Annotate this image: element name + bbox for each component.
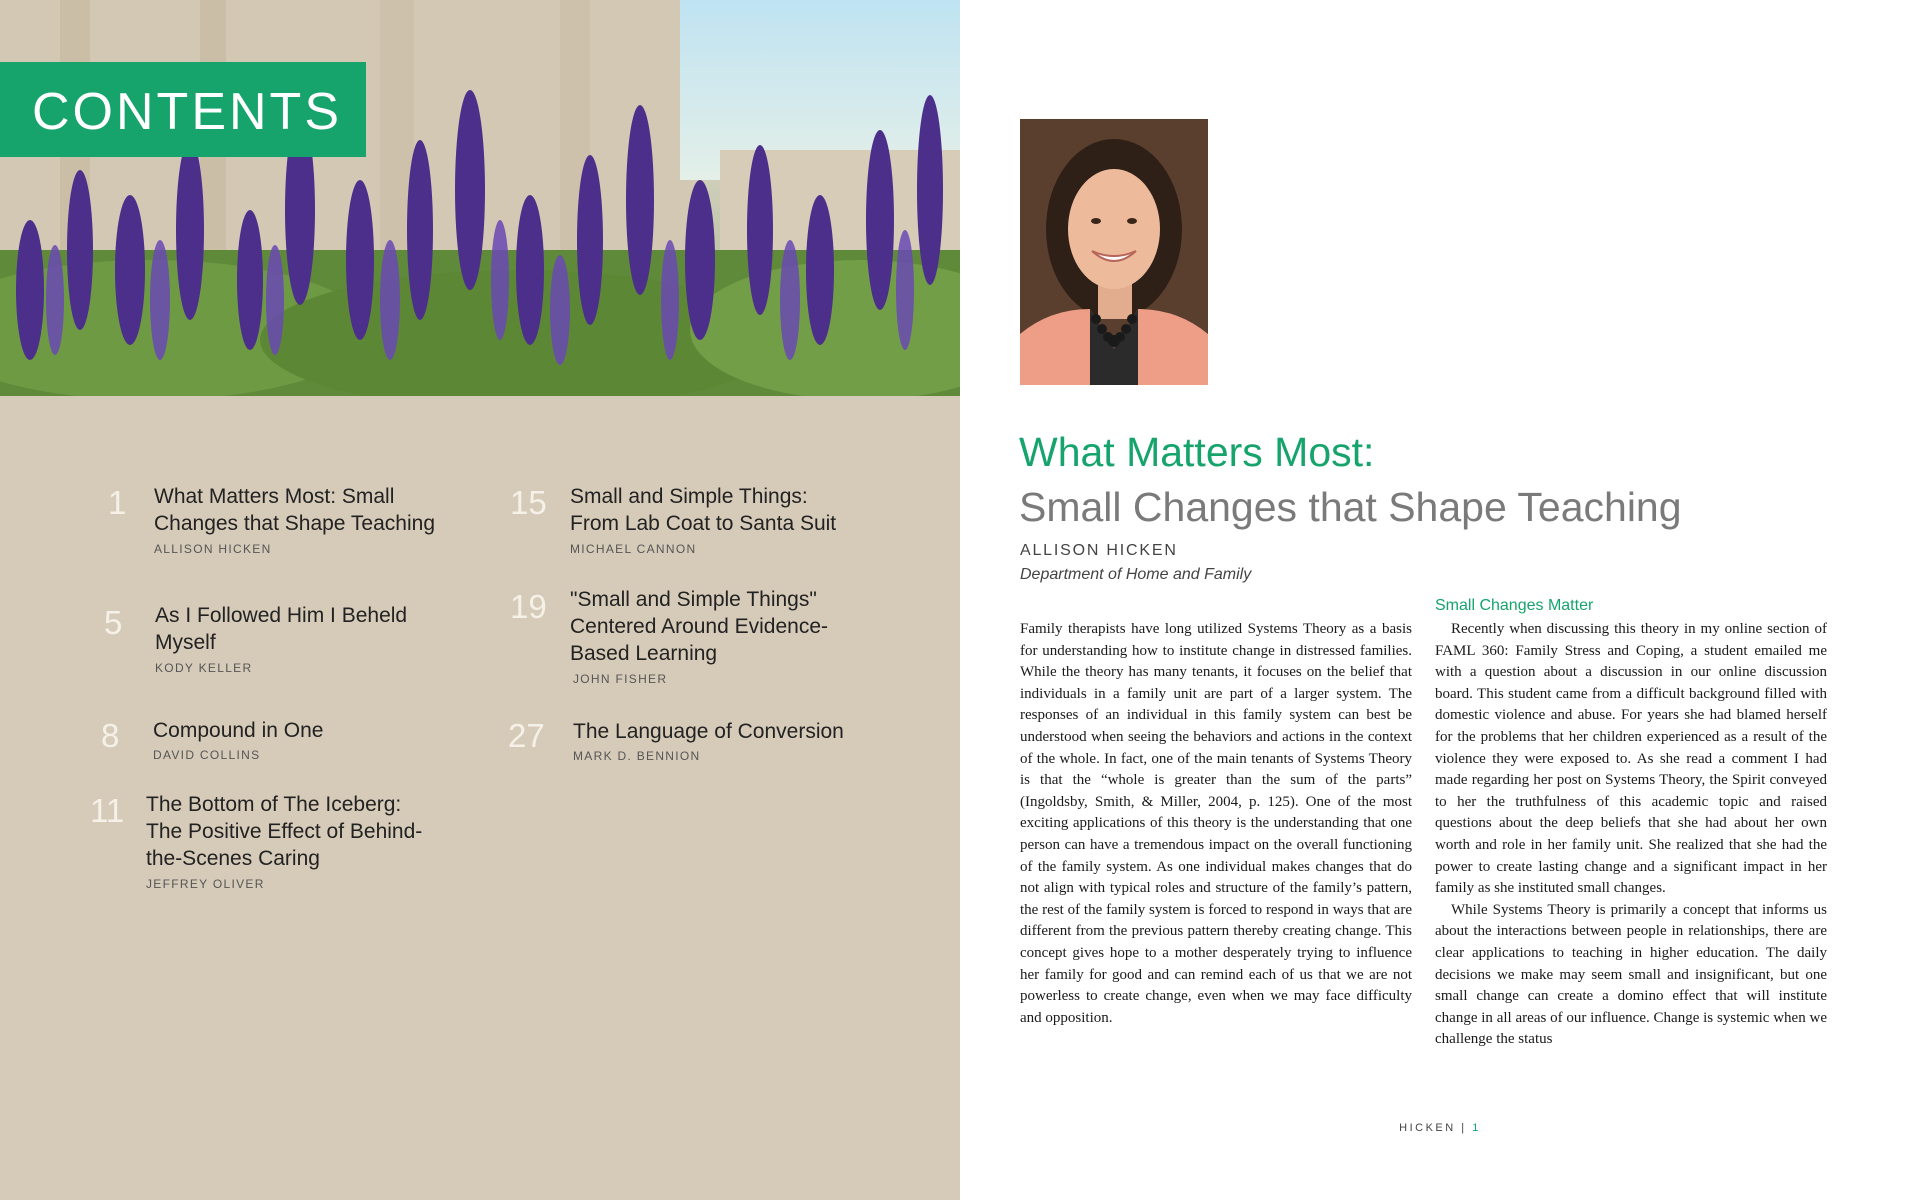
article-author: ALLISON HICKEN xyxy=(1020,542,1178,559)
contents-heading: CONTENTS xyxy=(0,62,366,157)
toc-page-number: 8 xyxy=(101,717,120,754)
lavender-flowers-photo xyxy=(0,0,960,396)
toc-title[interactable]: As I Followed Him I Beheld Myself xyxy=(155,604,408,654)
toc-author: JEFFREY OLIVER xyxy=(146,877,265,891)
toc-page-number: 15 xyxy=(510,484,547,521)
toc-author: ALLISON HICKEN xyxy=(154,542,272,556)
section-subhead: Small Changes Matter xyxy=(1435,597,1594,614)
footer-separator: | xyxy=(1461,1122,1467,1134)
toc-author: MICHAEL CANNON xyxy=(570,542,697,556)
toc-title[interactable]: What Matters Most: Small Changes that Shape Teaching xyxy=(154,485,435,535)
toc-page-number: 11 xyxy=(90,792,125,829)
article-department: Department of Home and Family xyxy=(1020,566,1252,583)
toc-author: MARK D. BENNION xyxy=(573,749,701,763)
toc-author: KODY KELLER xyxy=(155,661,253,675)
toc-title[interactable]: The Language of Conversion xyxy=(573,720,844,743)
body-paragraph: While Systems Theory is primarily a concept that informs us about the interactions between people in relationships, there are clear applications to teaching in higher education. The daily decisions we make may seem small and insignificant, but one small change can create a domino effect that will institute change in all areas of our influence. Change is systemic when we challenge the status xyxy=(1435,901,1827,1048)
body-paragraph: Family therapists have long utilized Systems Theory as a basis for understanding how to institute change in distressed families. While the theory has many tenants, it focuses on the belief that individuals in a family unit are part of a larger system. The responses of an individual in this family system can best be understood when seeing the behaviors and actions in the context of the whole. In fact, one of the main tenants of Systems Theory is that the “whole is greater than the sum of the parts” (Ingoldsby, Smith, & Miller, 2004, p. 125). One of the most exciting applications of this theory is the understanding that one person can have a tremendous impact on the overall functioning of the family system. As one individual makes changes that do not align with typical roles and structure of the family’s pattern, the rest of the family system is forced to respond in ways that are different from the previous pattern thereby creating change. This concept gives hope to a mother desperately trying to influence her family for good and can remind each of us that we are not powerless to create change, even when we may face difficulty and opposition. xyxy=(1020,621,1412,1026)
toc-author: DAVID COLLINS xyxy=(153,748,261,762)
toc-page-number: 19 xyxy=(510,588,547,625)
article-column-2 xyxy=(1435,596,1827,1051)
flowers-illustration xyxy=(0,0,960,396)
portrait-illustration xyxy=(1020,119,1208,385)
page-footer xyxy=(960,1122,1920,1134)
toc-page-number: 1 xyxy=(108,484,127,521)
toc-title[interactable]: The Bottom of The Iceberg: The Positive Effect of Behind-the-Scenes Caring xyxy=(146,793,423,870)
article-page xyxy=(960,0,1920,1200)
article-column-1 xyxy=(1020,619,1412,1029)
footer-author-name: HICKEN xyxy=(1399,1122,1456,1134)
toc-title[interactable]: Small and Simple Things: From Lab Coat to Santa Suit xyxy=(570,485,837,535)
toc-author: JOHN FISHER xyxy=(573,672,668,686)
toc-title[interactable]: Compound in One xyxy=(153,719,324,742)
author-portrait-photo xyxy=(1020,119,1208,385)
footer-page-number: 1 xyxy=(1472,1122,1481,1134)
toc-page-number: 27 xyxy=(508,717,545,754)
article-title-line2: Small Changes that Shape Teaching xyxy=(1019,484,1682,530)
toc-page-number: 5 xyxy=(104,604,123,641)
toc-title[interactable]: "Small and Simple Things" Centered Around Evidence-Based Learning xyxy=(570,588,828,665)
body-paragraph: Recently when discussing this theory in my online section of FAML 360: Family Stress and Coping, a student emailed me with a question about a discussion in our online discussion board. This student came from a difficult background filled with domestic violence and abuse. For years she had blamed herself for the problems that her children experienced as a result of the violence they were exposed to. As she read a comment I had made regarding her post on Systems Theory, the Spirit conveyed to her the truthfulness of this academic topic and raised questions about the deep beliefs that she had about her own worth and role in her family unit. She realized that she had the power to create lasting change and a significant impact in her family as she instituted small changes. xyxy=(1435,621,1827,897)
article-title-line1: What Matters Most: xyxy=(1019,429,1375,475)
